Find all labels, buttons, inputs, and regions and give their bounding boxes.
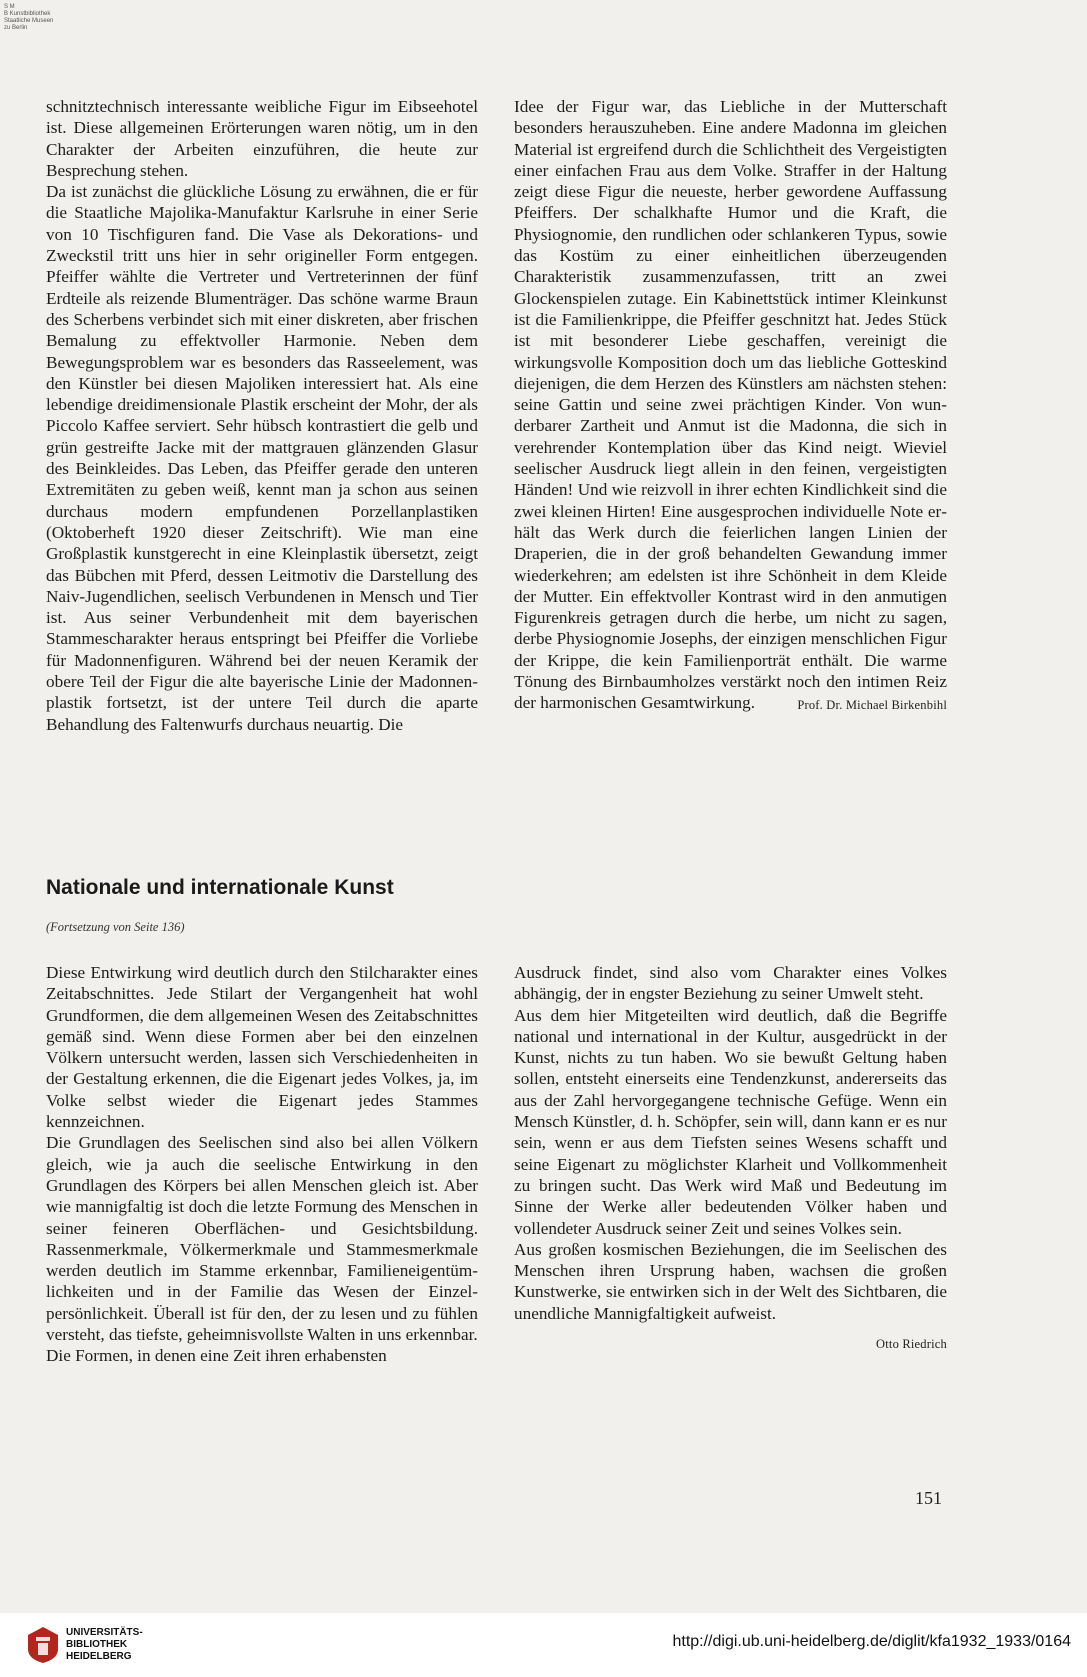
library-name [66, 1627, 143, 1663]
library-stamp [4, 4, 53, 32]
author-signature: Otto Riedrich [876, 1337, 947, 1352]
paragraph: Aus großen kosmischen Beziehungen, die im Seelischen des Menschen ihren Ursprung haben, wachsen die großen Kunstwerke, sie entwirken sich in der Welt des Sichtbaren, die unendliche Mannigfaltigkeit aufweist. [514, 1239, 947, 1323]
paragraph: Diese Entwirkung wird deutlich durch den Stilcharakter eines Zeitabschnittes. Jede Stilart der Vergangenheit hat wohl Grundformen, die dem allgemeinen Wesen des Zeitabschnittes gemäß sind. Wenn diese Formen aber bei den einzelnen Völkern untersucht werden, lassen sich Verschiedenheiten in der Gestaltung erkennen, die die Eigenart jedes Volkes, ja, im Volke selbst wieder die Eigenart jedes Stammes kennzeichnen. [46, 963, 478, 1132]
paragraph: Aus dem hier Mitgeteilten wird deutlich, daß die Begriffe national und international in der Kultur, ausgedrückt in der Kunst, nichts zu tun haben. Wo sie bewußt Geltung haben sollen, entsteht einerseits eine Tendenzkunst, andererseits das aus der Zahl hervorgegangene technische Gefüge. Wenn ein Mensch Künstler, d. h. Schöpfer, sein will, dann kann er es nur sein, wenn er aus dem Tiefsten seines Wesens schafft und seine Eigenart zu möglichster Klarheit und Vollkommenheit zu bringen sucht. Das Werk wird Maß und Bedeutung im Sinne der Werke aller bedeutenden Völker haben und vollendeter Ausdruck seiner Zeit und seines Volkes sein. [514, 1005, 947, 1238]
article-top-right-column [514, 96, 947, 717]
paragraph: Die Formen, in denen eine Zeit ihren erhabensten [46, 1346, 387, 1366]
library-name-line: UNIVERSITÄTS- [66, 1627, 143, 1638]
paragraph [514, 96, 947, 714]
footer-bar [0, 1613, 1087, 1677]
library-name-line: BIBLIOTHEK [66, 1639, 128, 1650]
stamp-line: zu Berlin [4, 25, 28, 31]
library-name-line: HEIDELBERG [66, 1651, 132, 1662]
university-seal-icon [26, 1625, 60, 1665]
source-url-link[interactable]: http://digi.ub.uni-heidelberg.de/diglit/kfa1932_1933/0164 [672, 1633, 1071, 1650]
continuation-note: (Fortsetzung von Seite 136) [46, 920, 185, 934]
article-bottom-left-column [46, 962, 478, 1367]
page-number: 151 [915, 1488, 942, 1508]
stamp-line: Staatliche Museen [4, 18, 54, 24]
paragraph: Da ist zunächst die glückliche Lösung zu erwähnen, die er für die Staatliche Majolika-Manufaktur Karlsruhe in einer Serie von 10 Tischfiguren fand. Die Vase als Dekorations- und Zweckstil tritt uns hier in sehr origineller Form entgegen. Pfeiffer wählte die Vertreter und Vertreterinnen der fünf Erdteile als reizende Blumenträger. Das schöne warme Braun des Scherbens verbindet sich mit einer diskreten, aber frischen Bemalung zu effektvoller Harmonie. Neben dem Bewegungsproblem war es besonders das Rasseelement, was den Künstler bei diesen Majoliken interessiert hat. Als eine lebendige dreidimensionale Plastik erscheint der Mohr, der als Piccolo Kaffee serviert. Sehr hübsch kontrastiert die gelb und grün gestreifte Jacke mit der mattgrauen glänzenden Glasur des Beinkleides. Das Leben, das Pfeiffer gerade den unteren Extremitäten zu geben weiß, kennt man ja schon aus seinen durchaus modern empfundenen Porzellanplastiken (Oktoberheft 1920 dieser Zeitschrift). Wie man eine Großplastik kunstgerecht in eine Kleinplastik übersetzt, zeigt das Bübchen mit Pferd, dessen Leitmotiv die Darstellung des Naiv-Jugendlichen, seelisch Verbundenen in Mensch und Tier ist. Aus seiner Verbundenheit mit dem bayerischen Stammescharakter heraus entspringt bei Pfeiffer die Vorliebe für Madonnenfiguren. Während bei der neuen Keramik der obere Teil der Figur die alte bayerische Linie der Madonnenplastik fortsetzt, ist der untere Teil durch die aparte Behandlung des Faltenwurfs durchaus neuartig. Die [46, 182, 478, 734]
paragraph: Ausdruck findet, sind also vom Charakter eines Volkes abhängig, der in engster Beziehung zu seiner Umwelt steht. [514, 963, 947, 1004]
paragraph: Die Grundlagen des Seelischen sind also bei allen Völkern gleich, wie ja auch die seelische Entwirkung in den Grundlagen des Körpers bei allen Menschen gleich ist. Aber wie mannigfaltig ist doch die letzte Formung des Menschen in seiner feineren Oberflächen- und Gesichtsbildung. Rassenmerkmale, Völkermerkmale und Stammesmerkmale werden deutlich im Stamme erkennbar, Familieneigentümlichkeiten und in der Familie das Wesen der Einzelpersönlichkeit. Überall ist für den, der zu lesen und zu fühlen versteht, das tiefste, geheimnisvollste Walten in uns erkennbar. [46, 1133, 478, 1345]
paragraph: schnitztechnisch interessante weibliche Figur im Eibseehotel ist. Diese allgemeinen Erörterungen waren nötig, um in den Charakter der Arbeiten einzuführen, die heute zur Besprechung stehen. [46, 97, 478, 180]
paragraph-text: Idee der Figur war, das Liebliche in der Mutterschaft besonders herauszuheben. Eine andere Madonna im gleichen Material ist ergreifend durch die Schlichtheit des Vergeistigten einer einfachen Frau aus dem Volke. Straffer in der Haltung zeigt diese Figur die neueste, herber gewordene Auffassung Pfeiffers. Der schalkhafte Humor und die Kraft, die Physiognomie, den rundlichen oder schlankeren Typus, sowie das Kostüm zu einer einheitlichen überzeugenden Charakteristik zusammenzufassen, tritt an zwei Glockenspielen zutage. Ein Kabinettstück intimer Kleinkunst ist die Familienkrippe, die Pfeiffer geschnitzt hat. Jedes Stück ist mit besonderer Liebe geschaffen, vereinigt die wirkungsvolle Komposition doch um das liebliche Gotteskind diejenigen, die dem Herzen des Künstlers am nächsten stehen: seine Gattin und seine zwei prächtigen Kinder. Von wunderbarer Zartheit und Anmut ist die Madonna, die sich in verehrender Kontemplation über das Kind neigt. Wieviel seelischer Ausdruck liegt allein in den feinen, vergeistigten Händen! Und wie reizvoll in ihrer echten Kindlichkeit sind die zwei kleinen Hirten! Eine ausgesprochen individuelle Note erhält das Werk durch die feierlichen langen Linien der Draperien, die in der groß behandelten Gewandung immer wiederkehren; am edelsten ist ihre Schönheit in dem Kleide der Mutter. Ein effektvoller Kontrast wird in den anmutigen Figurenkreis getragen durch die herbe, um nicht zu sagen, derbe Physiognomie Josephs, der einzigen menschlichen Figur der Krippe, die kein Familienporträt enthält. Die warme Tönung des Birnbaumholzes verstärkt noch den intimen Reiz der harmonischen Gesamtwirkung. [514, 97, 947, 713]
article-bottom-right-column [514, 962, 947, 1355]
author-signature: Prof. Dr. Michael Birkenbihl [797, 698, 947, 713]
stamp-line: B Kunstbibliothek [4, 11, 51, 17]
article-top-left-column [46, 96, 478, 735]
stamp-line: S M [4, 4, 15, 10]
section-title: Nationale und internationale Kunst [46, 876, 394, 899]
